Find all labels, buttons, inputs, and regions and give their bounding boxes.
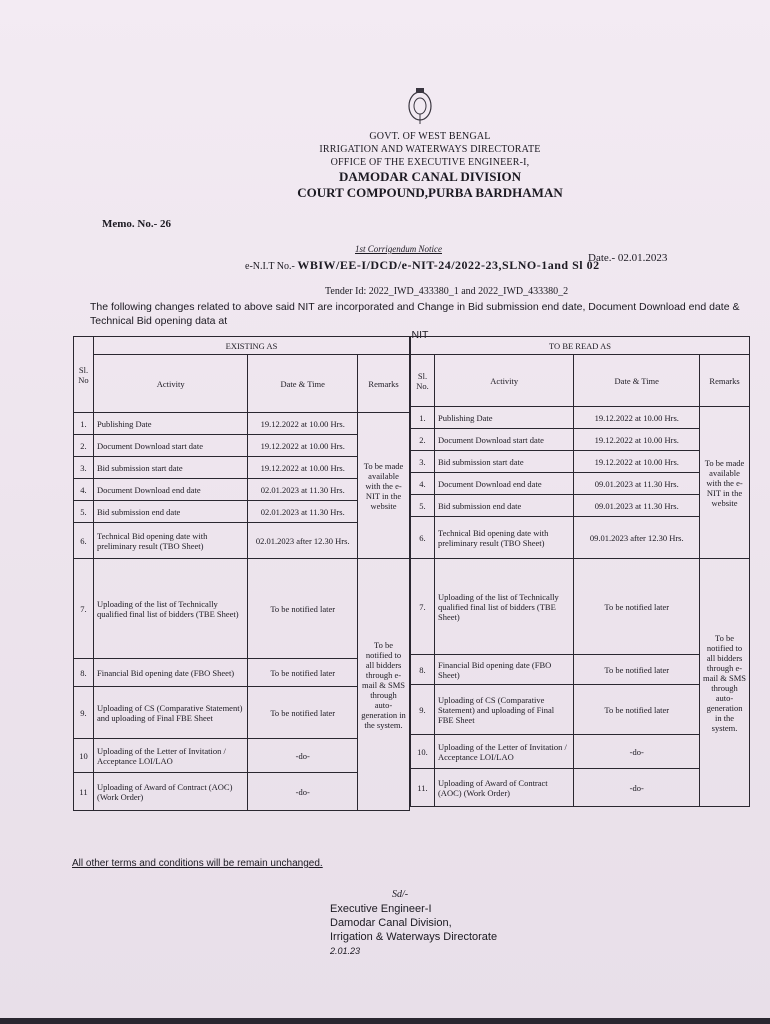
row-activity: Document Download start date <box>434 429 574 451</box>
office-header <box>280 130 580 201</box>
toberead-remarks-header: Remarks <box>700 355 750 407</box>
row-date: 19.12.2022 at 10.00 Hrs. <box>248 457 358 479</box>
row-date: 19.12.2022 at 10.00 Hrs. <box>248 435 358 457</box>
table-row <box>411 451 750 473</box>
header-govt: GOVT. OF WEST BENGAL <box>369 131 491 142</box>
row-date: -do- <box>248 773 358 811</box>
row-activity: Technical Bid opening date with preliminary result (TBO Sheet) <box>434 517 574 559</box>
row-date: To be notified later <box>574 559 700 655</box>
signature-initials: 2.01.23 <box>330 946 361 956</box>
row-activity: Bid submission end date <box>434 495 574 517</box>
row-activity: Bid submission start date <box>93 457 247 479</box>
row-sl: 2. <box>74 435 94 457</box>
table-row <box>411 735 750 769</box>
toberead-sl-header: Sl. No. <box>411 355 435 407</box>
row-date: 09.01.2023 at 11.30 Hrs. <box>574 495 700 517</box>
nit-line <box>245 258 600 273</box>
row-date: 19.12.2022 at 10.00 Hrs. <box>574 451 700 473</box>
existing-remarks-2: To be notified to all bidders through e-mail & SMS through auto-generation in the system. <box>358 559 410 811</box>
row-activity: Document Download start date <box>93 435 247 457</box>
row-activity: Financial Bid opening date (FBO Sheet) <box>434 655 574 685</box>
row-sl: 4. <box>74 479 94 501</box>
row-date: To be notified later <box>248 559 358 659</box>
row-activity: Uploading of the list of Technically qualified final list of bidders (TBE Sheet) <box>93 559 247 659</box>
row-sl: 11 <box>74 773 94 811</box>
row-date: To be notified later <box>574 685 700 735</box>
header-address: COURT COMPOUND,PURBA BARDHAMAN <box>297 185 563 200</box>
row-sl: 2. <box>411 429 435 451</box>
row-date: To be notified later <box>574 655 700 685</box>
row-sl: 3. <box>74 457 94 479</box>
row-activity: Publishing Date <box>434 407 574 429</box>
state-emblem-icon <box>405 84 435 128</box>
memo-number: Memo. No.- 26 <box>102 218 172 230</box>
row-activity: Uploading of the Letter of Invitation / Acceptance LOI/LAO <box>93 739 247 773</box>
row-activity: Uploading of CS (Comparative Statement) and uploading of Final FBE Sheet <box>434 685 574 735</box>
row-activity: Uploading of CS (Comparative Statement) and uploading of Final FBE Sheet <box>93 687 247 739</box>
row-sl: 11. <box>411 769 435 807</box>
to-be-read-table <box>410 336 750 807</box>
row-date: -do- <box>574 735 700 769</box>
header-office: OFFICE OF THE EXECUTIVE ENGINEER-I, <box>330 157 530 168</box>
row-activity: Document Download end date <box>93 479 247 501</box>
table-row <box>411 495 750 517</box>
table-row <box>411 429 750 451</box>
table-row <box>411 655 750 685</box>
row-date: -do- <box>574 769 700 807</box>
row-sl: 5. <box>74 501 94 523</box>
footer-note: All other terms and conditions will be remain unchanged. <box>72 858 323 869</box>
existing-title: EXISTING AS <box>93 337 409 355</box>
row-sl: 1. <box>74 413 94 435</box>
row-activity: Publishing Date <box>93 413 247 435</box>
signature-designation: Executive Engineer-I <box>330 903 432 915</box>
row-sl: 6. <box>411 517 435 559</box>
row-sl: 8. <box>74 659 94 687</box>
row-activity: Uploading of the list of Technically qualified final list of bidders (TBE Sheet) <box>434 559 574 655</box>
table-row <box>411 769 750 807</box>
header-division: DAMODAR CANAL DIVISION <box>338 169 521 184</box>
row-sl: 5. <box>411 495 435 517</box>
header-directorate: IRRIGATION AND WATERWAYS DIRECTORATE <box>319 144 541 155</box>
signature-mark: Sd/- <box>392 889 409 900</box>
signature-block <box>330 888 497 958</box>
existing-date-header: Date & Time <box>248 355 358 413</box>
row-date: To be notified later <box>248 687 358 739</box>
document-date: Date.- 02.01.2023 <box>588 252 668 264</box>
row-date: 02.01.2023 at 11.30 Hrs. <box>248 501 358 523</box>
toberead-remarks-2: To be notified to all bidders through e-mail & SMS through auto-generation in the system. <box>700 559 750 807</box>
row-date: 09.01.2023 at 11.30 Hrs. <box>574 473 700 495</box>
row-sl: 7. <box>411 559 435 655</box>
signature-directorate: Irrigation & Waterways Directorate <box>330 931 498 943</box>
row-sl: 9. <box>411 685 435 735</box>
row-sl: 7. <box>74 559 94 659</box>
row-sl: 3. <box>411 451 435 473</box>
row-activity: Bid submission end date <box>93 501 247 523</box>
existing-table <box>73 336 410 811</box>
toberead-remarks-1: To be made available with the e-NIT in the website <box>700 407 750 559</box>
signature-division: Damodar Canal Division, <box>330 917 452 929</box>
toberead-date-header: Date & Time <box>574 355 700 407</box>
row-date: 19.12.2022 at 10.00 Hrs. <box>248 413 358 435</box>
row-sl: 4. <box>411 473 435 495</box>
row-date: To be notified later <box>248 659 358 687</box>
nit-number: WBIW/EE-I/DCD/e-NIT-24/2022-23,SLNO-1and Sl 02 <box>297 258 600 272</box>
toberead-activity-header: Activity <box>434 355 574 407</box>
tender-id: Tender Id: 2022_IWD_433380_1 and 2022_IWD_433380_2 <box>325 286 569 297</box>
row-activity: Document Download end date <box>434 473 574 495</box>
row-activity: Financial Bid opening date (FBO Sheet) <box>93 659 247 687</box>
table-row <box>411 685 750 735</box>
scan-edge <box>0 1018 770 1024</box>
table-row <box>411 473 750 495</box>
row-date: 09.01.2023 after 12.30 Hrs. <box>574 517 700 559</box>
table-row <box>74 559 410 659</box>
row-date: 19.12.2022 at 10.00 Hrs. <box>574 429 700 451</box>
existing-remarks-1: To be made available with the e-NIT in the website <box>358 413 410 559</box>
table-row <box>411 517 750 559</box>
row-date: 02.01.2023 after 12.30 Hrs. <box>248 523 358 559</box>
row-date: -do- <box>248 739 358 773</box>
row-sl: 1. <box>411 407 435 429</box>
intro-sentence: The following changes related to above said NIT are incorporated and Change in Bid submission end date, Document Download end date & Technical Bid opening data at <box>90 301 740 327</box>
corrigendum-title: 1st Corrigendum Notice <box>355 244 442 254</box>
row-sl: 10. <box>411 735 435 769</box>
existing-sl-header: Sl. No <box>74 337 94 413</box>
existing-remarks-header: Remarks <box>358 355 410 413</box>
row-activity: Technical Bid opening date with preliminary result (TBO Sheet) <box>93 523 247 559</box>
row-sl: 8. <box>411 655 435 685</box>
row-date: 02.01.2023 at 11.30 Hrs. <box>248 479 358 501</box>
intro-nit: NIT <box>411 329 429 341</box>
row-activity: Uploading of the Letter of Invitation / Acceptance LOI/LAO <box>434 735 574 769</box>
table-row <box>74 413 410 435</box>
nit-prefix: e-N.I.T No.- <box>245 261 295 272</box>
existing-activity-header: Activity <box>93 355 247 413</box>
row-sl: 9. <box>74 687 94 739</box>
row-sl: 6. <box>74 523 94 559</box>
row-activity: Bid submission start date <box>434 451 574 473</box>
row-activity: Uploading of Award of Contract (AOC) (Work Order) <box>93 773 247 811</box>
row-sl: 10 <box>74 739 94 773</box>
table-row <box>411 559 750 655</box>
row-date: 19.12.2022 at 10.00 Hrs. <box>574 407 700 429</box>
table-row <box>411 407 750 429</box>
row-activity: Uploading of Award of Contract (AOC) (Work Order) <box>434 769 574 807</box>
toberead-title: TO BE READ AS <box>411 337 750 355</box>
